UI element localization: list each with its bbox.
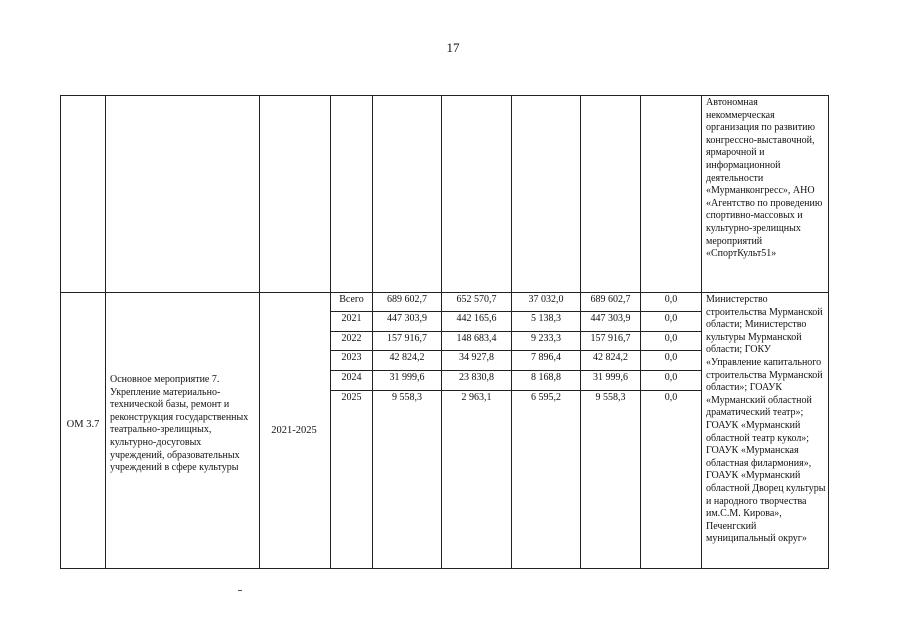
column-divider — [372, 95, 373, 569]
funding-value: 652 570,7 — [456, 294, 497, 305]
table-border-right — [828, 95, 829, 569]
funding-year: 2025 — [341, 392, 362, 403]
funding-value: 5 138,3 — [531, 313, 561, 324]
column-divider — [330, 95, 331, 569]
column-divider — [259, 95, 260, 569]
funding-value: 42 824,2 — [593, 352, 628, 363]
funding-total: 447 303,9 — [387, 313, 427, 324]
funding-year: 2021 — [341, 313, 362, 324]
year-row-divider — [330, 350, 701, 351]
funding-total: 157 916,7 — [387, 333, 427, 344]
funding-year: 2022 — [341, 333, 362, 344]
table-border-bottom — [60, 568, 829, 569]
funding-total: 42 824,2 — [389, 352, 425, 363]
funding-value: 23 830,8 — [459, 372, 494, 383]
funding-year: 2024 — [341, 372, 362, 383]
scan-speck — [238, 590, 242, 591]
funding-year: 2023 — [341, 352, 362, 363]
funding-value: 148 683,4 — [456, 333, 497, 344]
column-divider — [441, 95, 442, 569]
funding-value: 447 303,9 — [590, 313, 631, 324]
funding-value: 0,0 — [664, 313, 678, 324]
funding-value: 7 896,4 — [531, 352, 561, 363]
column-divider — [640, 95, 641, 569]
year-row-divider — [330, 311, 701, 312]
year-row-divider — [330, 370, 701, 371]
funding-value: 9 233,3 — [531, 333, 561, 344]
funding-total: 9 558,3 — [392, 392, 422, 403]
responsible-organizations-cell: Автономная некоммерческая организация по развитию конгрессно-выставочной, ярмарочной и информационной деятельности «Мурманконгресс», АНО «Агентство по проведению спортивно-массовых и культурно-зрелищных мероприятий «СпортКульт51» — [706, 97, 823, 260]
column-divider — [701, 95, 702, 569]
funding-value: 689 602,7 — [590, 294, 631, 305]
funding-total: 689 602,7 — [387, 294, 427, 305]
table-border-top — [60, 95, 829, 96]
year-row-divider — [330, 390, 701, 391]
funding-value: 0,0 — [664, 392, 678, 403]
funding-value: 0,0 — [664, 352, 678, 363]
event-title: Основное мероприятие 7. Укрепление материально-технической базы, ремонт и реконструкция государственных театрально-зрелищных, культурно-досуговых учреждений, образовательных учреждений в сфере культуры — [110, 374, 249, 474]
funding-value: 2 963,1 — [461, 392, 492, 403]
funding-value: 9 558,3 — [595, 392, 626, 403]
column-divider — [105, 95, 106, 569]
funding-value: 37 032,0 — [528, 294, 564, 305]
funding-value: 0,0 — [664, 333, 678, 344]
page-number: 17 — [446, 40, 460, 55]
table-border-left — [60, 95, 61, 569]
event-code: ОМ 3.7 — [66, 419, 100, 430]
funding-year: Всего — [339, 294, 364, 305]
funding-value: 34 927,8 — [459, 352, 494, 363]
event-period: 2021-2025 — [271, 425, 317, 436]
funding-value: 0,0 — [664, 372, 678, 383]
column-divider — [580, 95, 581, 569]
year-row-divider — [330, 331, 701, 332]
column-divider — [511, 95, 512, 569]
funding-value: 442 165,6 — [456, 313, 497, 324]
funding-value: 157 916,7 — [590, 333, 631, 344]
row-divider — [60, 292, 829, 293]
funding-value: 31 999,6 — [593, 372, 628, 383]
funding-value: 6 595,2 — [531, 392, 561, 403]
funding-value: 0,0 — [664, 294, 678, 305]
responsible-organizations-cell: Министерство строительства Мурманской области; Министерство культуры Мурманской области; ГОКУ «Управление капитального строительства Мурманской области»; ГОАУК «Мурманский областной драматический театр»; ГОАУК «Мурманский областной театр кукол»; ГОАУК «Мурманская областная филармония», ГОАУК «Мурманский областной Дворец культуры и народного творчества им.С.М. Кирова», Печенгский муниципальный округ» — [706, 294, 826, 545]
funding-total: 31 999,6 — [389, 372, 425, 383]
funding-value: 8 168,8 — [531, 372, 561, 383]
